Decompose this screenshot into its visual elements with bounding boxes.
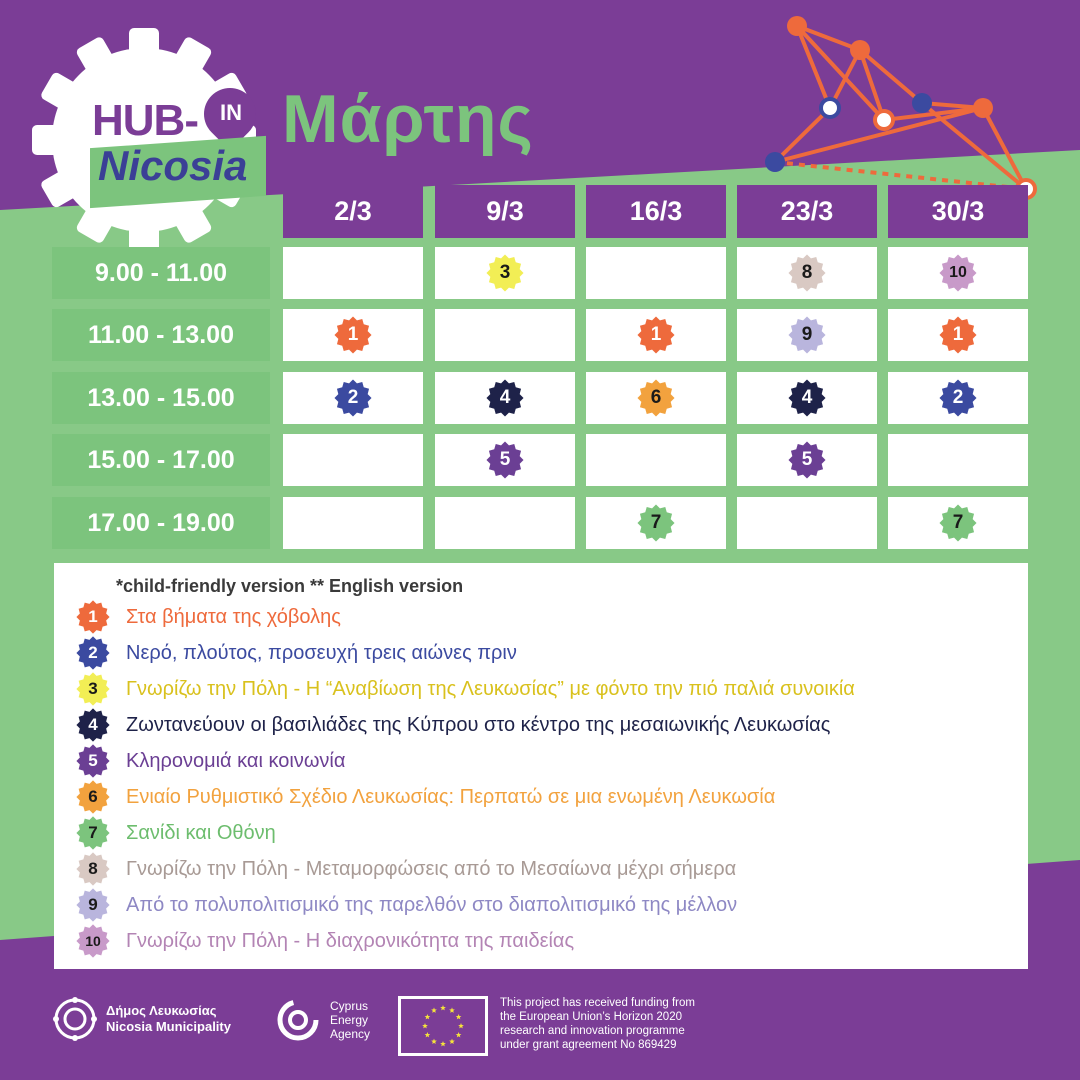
activity-badge xyxy=(76,744,110,778)
schedule-cell xyxy=(283,497,423,549)
legend-item xyxy=(76,636,517,670)
badge-number: 2 xyxy=(88,643,98,662)
logo-hub-text: HUB- xyxy=(92,96,198,145)
municipality-name-en: Nicosia Municipality xyxy=(106,1019,231,1034)
badge-number: 6 xyxy=(650,387,662,408)
schedule-cell xyxy=(283,247,423,299)
activity-badge xyxy=(939,504,977,542)
time-slot-label: 11.00 - 13.00 xyxy=(52,309,270,361)
legend-item-text: Ενιαίο Ρυθμιστικό Σχέδιο Λευκωσίας: Περπατώ σε μια ενωμένη Λευκωσία xyxy=(126,785,776,808)
badge-number: 1 xyxy=(88,607,98,626)
badge-number: 9 xyxy=(801,324,813,345)
logo-in-text: IN xyxy=(220,100,242,125)
schedule-cell xyxy=(737,372,877,424)
schedule-cell xyxy=(435,372,575,424)
badge-number: 7 xyxy=(88,823,98,842)
badge-number: 3 xyxy=(88,679,98,698)
badge-number: 4 xyxy=(88,715,98,734)
activity-badge xyxy=(788,441,826,479)
page-title: Μάρτης xyxy=(282,81,534,157)
activity-badge xyxy=(939,379,977,417)
schedule-cell xyxy=(586,309,726,361)
logo-city-text: Nicosia xyxy=(98,142,248,189)
schedule-cell xyxy=(888,309,1028,361)
badge-number: 7 xyxy=(650,512,662,533)
activity-badge xyxy=(788,254,826,292)
schedule-cell xyxy=(283,372,423,424)
badge-number: 10 xyxy=(949,264,967,281)
badge-number: 9 xyxy=(88,895,98,914)
activity-badge xyxy=(486,441,524,479)
activity-badge xyxy=(76,780,110,814)
activity-badge xyxy=(637,316,675,354)
schedule-cell xyxy=(283,309,423,361)
legend-item xyxy=(76,816,276,850)
activity-badge xyxy=(788,316,826,354)
time-slot-label: 17.00 - 19.00 xyxy=(52,497,270,549)
badge-number: 6 xyxy=(88,787,98,806)
legend-item-text: Ζωντανεύουν οι βασιλιάδες της Κύπρου στο κέντρο της μεσαιωνικής Λευκωσίας xyxy=(126,713,831,736)
badge-number: 3 xyxy=(499,262,511,283)
schedule-cell xyxy=(283,434,423,486)
time-slot-label: 9.00 - 11.00 xyxy=(52,247,270,299)
activity-badge xyxy=(939,254,977,292)
legend-panel xyxy=(54,563,1028,969)
legend-item-text: Γνωρίζω την Πόλη - Μεταμορφώσεις από το Μεσαίωνα μέχρι σήμερα xyxy=(126,857,737,880)
badge-number: 5 xyxy=(88,751,98,770)
legend-item xyxy=(76,924,574,958)
municipality-emblem-icon xyxy=(52,996,98,1042)
activity-badge xyxy=(486,254,524,292)
badge-number: 4 xyxy=(499,387,511,408)
activity-badge xyxy=(76,888,110,922)
schedule-cell xyxy=(888,247,1028,299)
energy-agency-icon xyxy=(276,998,320,1042)
municipality-logo xyxy=(52,996,231,1042)
date-header: 2/3 xyxy=(283,185,423,238)
cyprus-energy-agency-logo xyxy=(276,998,370,1042)
activity-badge xyxy=(76,708,110,742)
schedule-cell xyxy=(586,247,726,299)
schedule-cell xyxy=(586,372,726,424)
badge-number: 1 xyxy=(347,324,359,345)
legend-item-text: Στα βήματα της χόβολης xyxy=(126,605,341,628)
schedule-cell xyxy=(737,434,877,486)
eu-funding-notice xyxy=(500,996,730,1052)
badge-number: 1 xyxy=(650,324,662,345)
date-header: 16/3 xyxy=(586,185,726,238)
activity-badge xyxy=(334,379,372,417)
eu-flag xyxy=(398,996,488,1056)
schedule-cell xyxy=(435,309,575,361)
badge-number: 7 xyxy=(952,512,964,533)
schedule-cell xyxy=(888,372,1028,424)
badge-number: 8 xyxy=(801,262,813,283)
schedule-cell xyxy=(435,497,575,549)
activity-badge xyxy=(76,600,110,634)
time-slot-label: 13.00 - 15.00 xyxy=(52,372,270,424)
badge-number: 5 xyxy=(499,449,511,470)
eu-line-3: research and innovation programme xyxy=(500,1025,685,1037)
schedule-cell xyxy=(586,434,726,486)
time-slot-label: 15.00 - 17.00 xyxy=(52,434,270,486)
activity-badge xyxy=(76,816,110,850)
legend-item-text: Γνωρίζω την Πόλη - Η διαχρονικότητα της παιδείας xyxy=(126,929,575,952)
badge-number: 2 xyxy=(952,387,964,408)
schedule-cell xyxy=(435,434,575,486)
date-header: 30/3 xyxy=(888,185,1028,238)
badge-number: 2 xyxy=(347,387,359,408)
legend-item-text: Γνωρίζω την Πόλη - Η “Αναβίωση της Λευκωσίας” με φόντο την πιό παλιά συνοικία xyxy=(126,677,855,700)
legend-item xyxy=(76,780,775,814)
legend-item xyxy=(76,744,345,778)
activity-badge xyxy=(76,924,110,958)
legend-item-text: Σανίδι και Οθόνη xyxy=(126,821,276,844)
hub-in-nicosia-logo xyxy=(28,24,260,256)
legend-item xyxy=(76,888,737,922)
legend-item xyxy=(76,672,855,706)
schedule-cell xyxy=(737,309,877,361)
badge-number: 8 xyxy=(88,859,98,878)
cea-line-3: Agency xyxy=(330,1027,371,1041)
schedule-cell xyxy=(435,247,575,299)
badge-number: 4 xyxy=(801,387,813,408)
schedule-cell xyxy=(737,247,877,299)
date-header: 9/3 xyxy=(435,185,575,238)
eu-line-2: the European Union’s Horizon 2020 xyxy=(500,1011,682,1023)
municipality-name-gr: Δήμος Λευκωσίας xyxy=(106,1003,217,1018)
legend-item xyxy=(76,708,830,742)
eu-line-4: under grant agreement No 869429 xyxy=(500,1039,677,1051)
activity-badge xyxy=(637,379,675,417)
cea-line-2: Energy xyxy=(330,1013,369,1027)
schedule-cell xyxy=(586,497,726,549)
cea-line-1: Cyprus xyxy=(330,999,369,1013)
legend-item-text: Κληρονομιά και κοινωνία xyxy=(126,749,346,772)
badge-number: 1 xyxy=(952,324,964,345)
activity-badge xyxy=(788,379,826,417)
schedule-cell xyxy=(888,497,1028,549)
activity-badge xyxy=(334,316,372,354)
activity-badge xyxy=(939,316,977,354)
activity-badge xyxy=(76,636,110,670)
badge-number: 5 xyxy=(801,449,813,470)
legend-item xyxy=(76,852,736,886)
eu-stars-icon xyxy=(401,999,485,1053)
schedule-cell xyxy=(737,497,877,549)
legend-item xyxy=(76,600,341,634)
activity-badge xyxy=(76,672,110,706)
legend-note: *child-friendly version ** English version xyxy=(116,576,464,596)
badge-number: 10 xyxy=(85,933,101,949)
activity-badge xyxy=(486,379,524,417)
legend-item-text: Νερό, πλούτος, προσευχή τρεις αιώνες πριν xyxy=(126,641,517,664)
date-header: 23/3 xyxy=(737,185,877,238)
eu-line-1: This project has received funding from xyxy=(500,997,695,1009)
schedule-cell xyxy=(888,434,1028,486)
activity-badge xyxy=(637,504,675,542)
legend-item-text: Από το πολυπολιτισμικό της παρελθόν στο διαπολιτισμικό της μέλλον xyxy=(126,893,738,916)
activity-badge xyxy=(76,852,110,886)
